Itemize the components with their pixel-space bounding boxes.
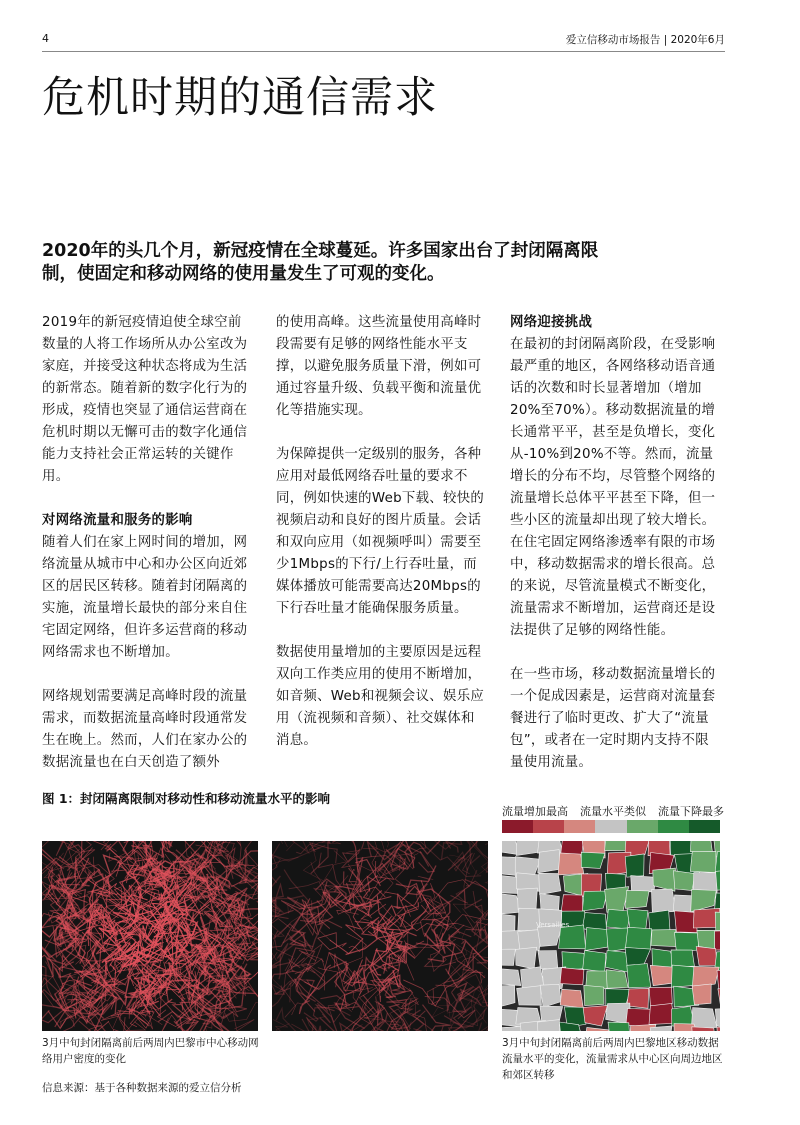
col1-paragraph-1: 2019年的新冠疫情迫使全球空前数量的人将工作场所从办公室改为家庭，并接受这种状态将成为生活的新常态。随着新的数字化行为的形成，疫情也突显了通信运营商在危机时期以无懈可击的数字化通信能力支持社会正常运转的关键作用。 <box>42 315 248 484</box>
traffic-region <box>651 930 676 947</box>
traffic-region <box>650 965 672 985</box>
street-segment <box>332 841 387 842</box>
street-segment <box>274 841 295 851</box>
traffic-region <box>560 968 584 985</box>
legend-swatch-5 <box>658 820 689 833</box>
traffic-region <box>625 890 649 908</box>
traffic-region <box>627 909 648 930</box>
page-title: 危机时期的通信需求 <box>42 73 438 123</box>
traffic-region <box>585 928 608 951</box>
traffic-region <box>517 888 537 910</box>
street-segment <box>444 965 464 1012</box>
traffic-region <box>558 853 584 875</box>
col3-paragraph-1: 在最初的封闭隔离阶段，在受影响最严重的地区，各网络移动语音通话的次数和时长显著增加（增加20%至70%）。移动数据流量的增长通常平平，甚至是负增长，变化从-10%到20%不等。然而，流量增长的分布不均，尽管整个网络的流量增长总体平平甚至下降，但一些小区的流量却出现了较大增长。在住宅固定网络渗透率有限的市场中，移动数据需求的增长很高。总的来说，尽管流量模式不断变化，流量需求不断增加，运营商还是设法提供了足够的网络性能。 <box>510 337 716 638</box>
traffic-region <box>671 950 694 968</box>
traffic-region <box>540 984 561 1007</box>
traffic-region <box>582 891 607 911</box>
legend-swatch-4 <box>627 820 658 833</box>
traffic-region <box>502 969 521 986</box>
traffic-region <box>608 1022 630 1031</box>
traffic-region <box>717 970 720 992</box>
map-paris-traffic-change <box>502 841 720 1031</box>
map-paris-density-after <box>272 841 488 1031</box>
col2-paragraph-3: 数据使用量增加的主要原因是远程双向工作类应用的使用不断增加，如音频、Web和视频会议、娱乐应用（流视频和音频）、社交媒体和消息。 <box>276 645 485 748</box>
map-paris-density-before <box>42 841 258 1031</box>
street-segment <box>432 988 441 1004</box>
traffic-region <box>651 889 676 913</box>
street-segment <box>423 1005 451 1031</box>
street-segment <box>42 1007 74 1023</box>
traffic-region <box>718 988 720 1007</box>
traffic-region <box>690 851 716 872</box>
col3-heading: 网络迎接挑战 <box>510 315 593 330</box>
traffic-region <box>540 894 560 911</box>
traffic-region <box>625 854 644 877</box>
traffic-region <box>538 951 558 970</box>
traffic-region <box>692 984 711 1005</box>
street-segment <box>160 998 191 1017</box>
street-segment <box>307 1017 325 1031</box>
col1-heading: 对网络流量和服务的影响 <box>42 513 193 528</box>
traffic-region <box>691 1008 717 1029</box>
street-segment <box>320 1029 338 1031</box>
street-segment <box>101 1011 130 1029</box>
map3-caption: 3月中旬封闭隔离前后两周内巴黎地区移动数据流量水平的变化，流量需求从中心区向周边地区和郊区转移 <box>502 1037 723 1081</box>
source-note: 信息来源：基于各种数据来源的爱立信分析 <box>42 1082 242 1094</box>
map-place-label: Versailles <box>536 921 570 929</box>
column-1 <box>42 312 254 796</box>
street-segment <box>384 905 410 929</box>
traffic-region <box>649 1003 674 1024</box>
map1-caption: 3月中旬封闭隔离前后两周内巴黎市中心移动网络用户密度的变化 <box>42 1037 259 1065</box>
traffic-region <box>606 909 630 929</box>
traffic-region <box>502 949 515 965</box>
street-segment <box>453 904 488 936</box>
street-segment <box>302 1019 313 1031</box>
legend-swatch-6 <box>689 820 720 833</box>
traffic-region <box>502 985 515 1008</box>
lead-paragraph: 2020年的头几个月，新冠疫情在全球蔓延。许多国家出台了封闭隔离限制，使固定和移动网络的使用量发生了可观的变化。 <box>42 241 599 284</box>
network-density-map-2 <box>272 841 488 1031</box>
column-2 <box>276 312 488 774</box>
street-segment <box>339 841 376 842</box>
traffic-change-choropleth <box>502 841 720 1031</box>
col1-paragraph-3: 网络规划需要满足高峰时段的流量需求，而数据流量高峰时段通常发生在晚上。然而，人们在家办公的数据流量也在白天创造了额外 <box>42 689 248 770</box>
street-segment <box>272 885 283 910</box>
legend-label-similar: 流量水平类似 <box>580 805 646 818</box>
legend-swatch-2 <box>564 820 595 833</box>
legend-swatch-0 <box>502 820 533 833</box>
street-segment <box>272 844 325 861</box>
traffic-region <box>583 1005 607 1026</box>
page-number: 4 <box>42 32 49 45</box>
col2-paragraph-1: 的使用高峰。这些流量使用高峰时段需要有足够的网络性能水平支撑，以避免服务质量下滑，例如可通过容量升级、负载平衡和流量优化等措施实现。 <box>276 315 482 418</box>
traffic-region <box>691 889 717 911</box>
network-density-map-1 <box>42 841 258 1031</box>
street-segment <box>233 1014 254 1031</box>
legend-label-low: 流量下降最多 <box>658 805 724 818</box>
report-name: 爱立信移动市场报告 | 2020年6月 <box>565 34 725 46</box>
traffic-region <box>605 841 628 851</box>
street-segment <box>329 952 349 1006</box>
street-segment <box>456 915 473 928</box>
traffic-region <box>653 868 676 891</box>
figure-caption: 图 1：封闭隔离限制对移动性和移动流量水平的影响 <box>42 791 331 806</box>
traffic-region <box>625 927 651 949</box>
legend-color-bar <box>502 820 720 833</box>
traffic-region <box>627 964 651 988</box>
traffic-region <box>581 852 605 868</box>
traffic-region <box>517 986 542 1006</box>
traffic-region <box>696 947 717 966</box>
street-segment <box>272 847 298 883</box>
street-segment <box>276 1009 297 1032</box>
legend-swatch-1 <box>533 820 564 833</box>
col1-paragraph-2: 随着人们在家上网时间的增加，网络流量从城市中心和办公区向近郊区的居民区转移。随着封闭隔离的实施，流量增长最快的部分来自住宅固定网络，但许多运营商的移动网络需求也不断增加。 <box>42 535 248 660</box>
column-3 <box>510 312 722 796</box>
legend-labels <box>502 803 742 819</box>
traffic-region <box>583 950 606 972</box>
street-segment <box>422 890 482 916</box>
col3-paragraph-2: 在一些市场，移动数据流量增长的一个促成因素是，运营商对流量套餐进行了临时更改、扩大了“流量包”，或者在一定时期内支持不限量使用流量。 <box>510 667 716 770</box>
legend-swatch-3 <box>595 820 626 833</box>
traffic-region <box>606 970 628 989</box>
header-divider <box>42 51 725 52</box>
traffic-region <box>715 930 720 950</box>
traffic-region <box>584 1027 609 1031</box>
legend-label-high: 流量增加最高 <box>502 805 568 818</box>
street-segment <box>166 982 180 1003</box>
traffic-region <box>560 989 583 1008</box>
col2-paragraph-2: 为保障提供一定级别的服务，各种应用对最低网络吞吐量的要求不同，例如快速的Web下载、较快的视频启动和良好的图片质量。会话和双向应用（如视频呼叫）需要至少1Mbps的下行/上行吞吐量，而媒体播放可能需要高达20Mbps的下行吞吐量才能确保服务质量。 <box>276 447 485 616</box>
street-segment <box>482 860 489 886</box>
traffic-region <box>584 985 604 1005</box>
traffic-region <box>539 873 561 894</box>
street-segment <box>419 851 435 872</box>
street-segment <box>469 841 488 876</box>
traffic-region <box>717 1027 720 1031</box>
traffic-region <box>516 947 537 969</box>
traffic-region <box>673 871 695 891</box>
traffic-region <box>538 850 562 873</box>
